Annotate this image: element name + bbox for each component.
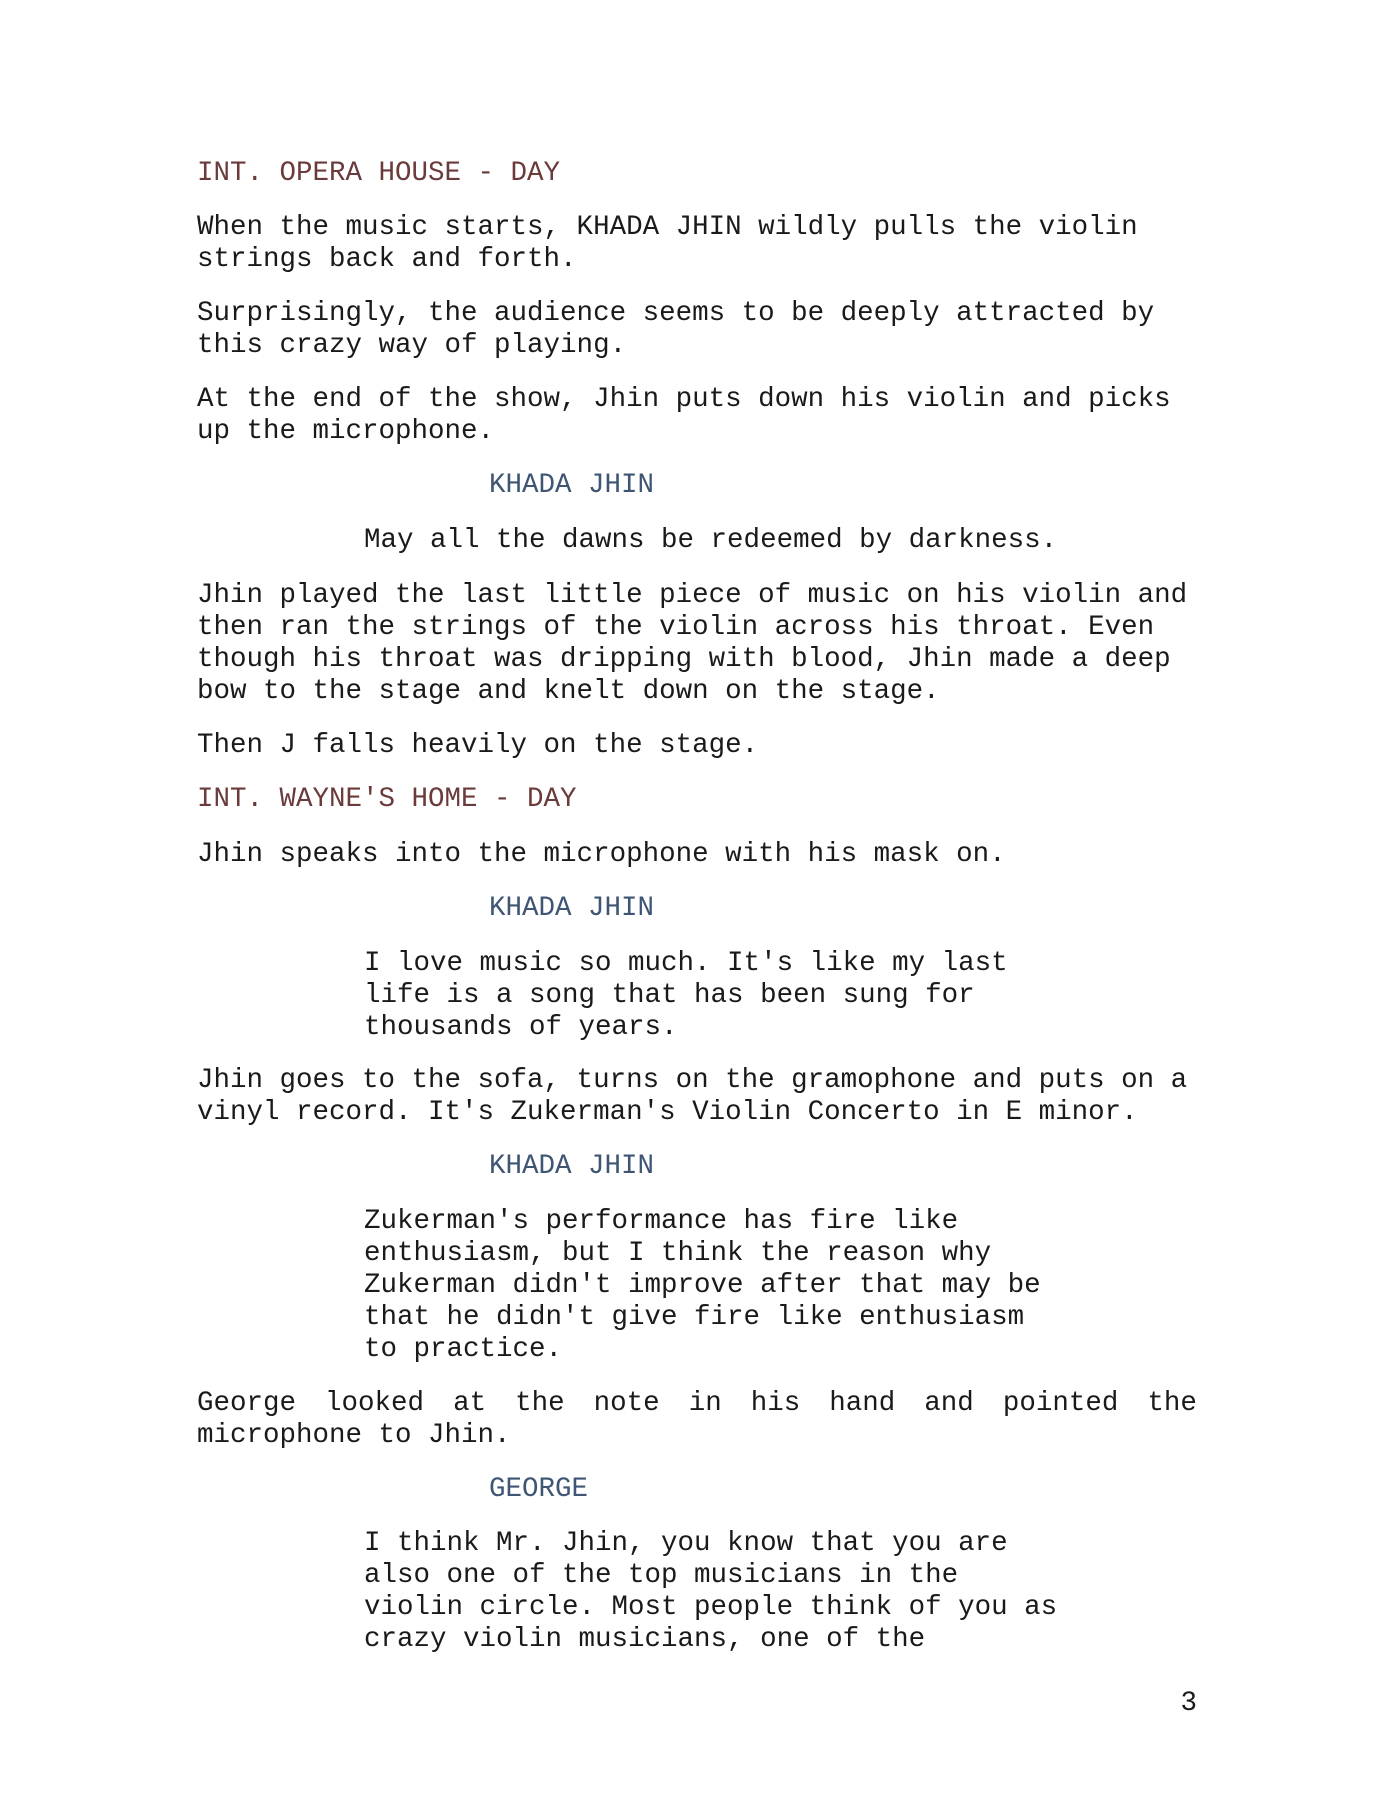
action-word: and [924,1388,974,1419]
action-word: the [1147,1388,1197,1419]
dialogue-line: I think Mr. Jhin, you know that you are [364,1528,1008,1559]
action-word: his [750,1388,801,1419]
dialogue-line: life is a song that has been sung for [364,980,975,1011]
action-word: George [197,1388,297,1419]
action-word: note [593,1388,660,1419]
page-number: 3 [1180,1688,1197,1719]
action-paragraph [197,1388,1197,1452]
character-name: KHADA JHIN [489,1151,655,1182]
action-word: at [453,1388,487,1419]
action-line-justified [197,1388,1197,1420]
character-name: KHADA JHIN [489,893,655,924]
action-line: Jhin played the last little piece of music on his violin and [197,580,1188,611]
action-paragraph [197,212,1197,276]
action-paragraph: Jhin speaks into the microphone with his mask on. [197,839,1006,870]
dialogue-line: May all the dawns be redeemed by darkness. [364,525,1058,556]
action-line: vinyl record. It's Zukerman's Violin Concerto in E minor. [197,1097,1138,1128]
scene-heading: INT. OPERA HOUSE - DAY [197,158,561,189]
action-word: hand [829,1388,896,1419]
action-line: bow to the stage and knelt down on the stage. [197,676,940,707]
scene-heading: INT. WAYNE'S HOME - DAY [197,784,577,815]
character-name: KHADA JHIN [489,470,655,501]
action-line: When the music starts, KHADA JHIN wildly pulls the violin [197,212,1138,243]
action-line: though his throat was dripping with blood, Jhin made a deep [197,644,1171,675]
dialogue-line: thousands of years. [364,1012,678,1043]
action-line: microphone to Jhin. [197,1420,511,1451]
dialogue-line: also one of the top musicians in the [364,1560,959,1591]
dialogue-line: crazy violin musicians, one of the [364,1624,926,1655]
dialogue-line: violin circle. Most people think of you as [364,1592,1058,1623]
dialogue-line: I love music so much. It's like my last [364,948,1008,979]
action-line: up the microphone. [197,416,495,447]
action-paragraph: Then J falls heavily on the stage. [197,730,759,761]
dialogue-block [364,948,1008,1044]
action-paragraph [197,298,1197,362]
action-line: strings back and forth. [197,244,577,275]
action-line: then ran the strings of the violin across his throat. Even [197,612,1155,643]
dialogue-block [364,1528,1057,1656]
action-paragraph [197,384,1197,448]
action-line: this crazy way of playing. [197,330,627,361]
action-word: pointed [1002,1388,1119,1419]
dialogue-line: Zukerman didn't improve after that may be [364,1270,1041,1301]
action-line: Jhin goes to the sofa, turns on the gramophone and puts on a [197,1065,1188,1096]
action-paragraph [197,580,1197,708]
dialogue-block [364,1206,1041,1366]
dialogue-line: enthusiasm, but I think the reason why [364,1238,992,1269]
action-word: the [515,1388,565,1419]
action-line: Surprisingly, the audience seems to be deeply attracted by [197,298,1155,329]
dialogue-line: Zukerman's performance has fire like [364,1206,959,1237]
dialogue-line: that he didn't give fire like enthusiasm [364,1302,1025,1333]
dialogue-block [364,525,1057,557]
action-word: in [688,1388,722,1419]
action-paragraph [197,1065,1197,1129]
action-word: looked [325,1388,425,1419]
character-name: GEORGE [489,1474,589,1505]
action-line: At the end of the show, Jhin puts down his violin and picks [197,384,1171,415]
dialogue-line: to practice. [364,1334,563,1365]
